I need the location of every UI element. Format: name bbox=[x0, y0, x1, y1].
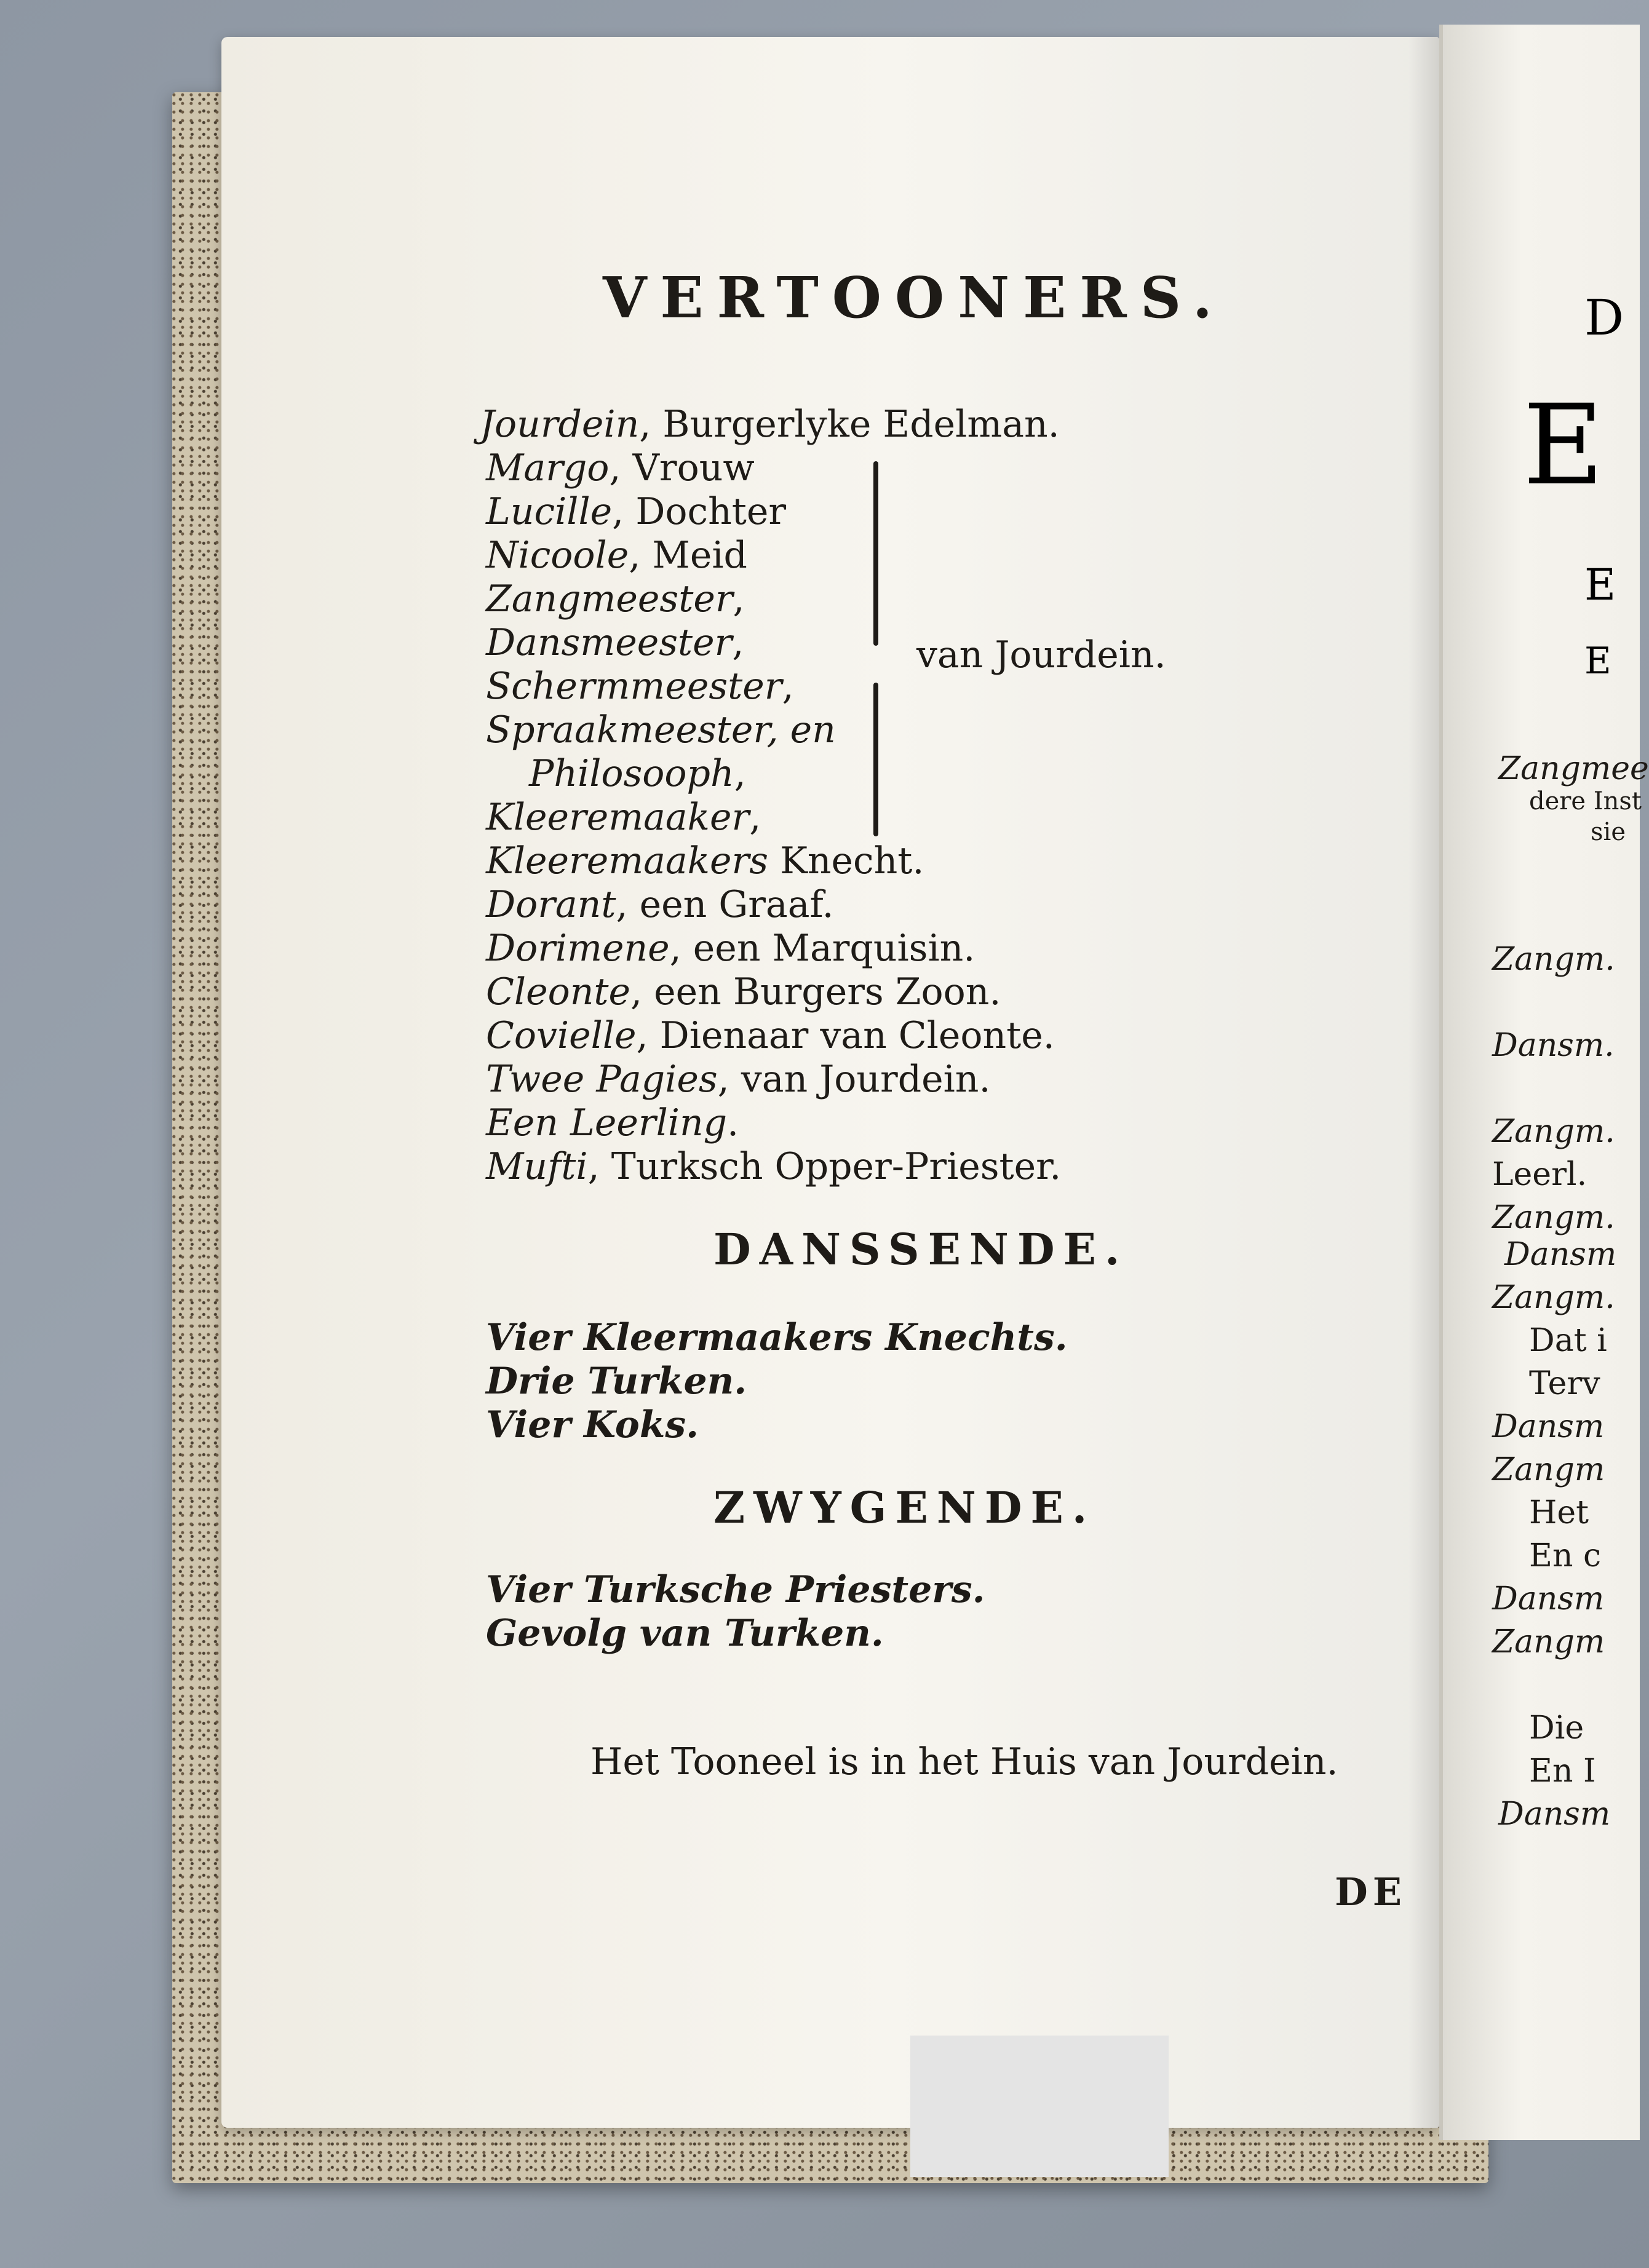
cast-line bbox=[529, 752, 746, 795]
cast-line bbox=[486, 446, 755, 490]
cast-desc: , en bbox=[766, 708, 836, 751]
right-page-letter: E bbox=[1584, 640, 1611, 683]
cast-line bbox=[486, 577, 745, 621]
right-page-line: Zangm bbox=[1492, 1451, 1605, 1488]
cast-line bbox=[486, 1101, 739, 1144]
cast-line bbox=[486, 1145, 1061, 1188]
right-page-line: Die bbox=[1529, 1710, 1584, 1747]
cast-desc: . bbox=[727, 1101, 739, 1144]
cast-desc: , bbox=[734, 752, 746, 795]
cast-desc: , Dienaar van Cleonte. bbox=[636, 1014, 1055, 1057]
brace-label: van Jourdein. bbox=[916, 633, 1166, 676]
cast-name: Nicoole bbox=[486, 534, 629, 577]
cast-name: Cleonte bbox=[486, 970, 630, 1013]
right-page-line: En I bbox=[1529, 1753, 1596, 1790]
cast-name: Kleeremaaker bbox=[486, 796, 750, 839]
dancing-item: Drie Turken. bbox=[486, 1360, 747, 1403]
cast-desc: , bbox=[749, 796, 761, 839]
cast-line bbox=[486, 839, 924, 882]
right-page-line: Zangm bbox=[1492, 1624, 1605, 1660]
catchword: DE bbox=[1335, 1870, 1407, 1914]
redaction-box bbox=[910, 2036, 1169, 2177]
cast-name: Dorimene bbox=[486, 927, 670, 970]
cast-desc: , Meid bbox=[629, 534, 747, 577]
right-page-line: dere Inst bbox=[1529, 787, 1642, 815]
right-page-line: Dansm bbox=[1492, 1408, 1605, 1445]
right-page-letter: E bbox=[1584, 560, 1616, 610]
right-page-line: Dansm bbox=[1492, 1580, 1605, 1617]
cast-name: Een Leerling bbox=[486, 1101, 727, 1144]
cast-name: Spraakmeester bbox=[486, 708, 767, 751]
right-page-line: Het bbox=[1529, 1494, 1589, 1531]
brace bbox=[873, 461, 878, 646]
right-page-line: Zangm. bbox=[1492, 1113, 1615, 1150]
section-heading: DANSSENDE. bbox=[713, 1224, 1129, 1275]
cast-desc: , een Burgers Zoon. bbox=[630, 970, 1001, 1013]
cast-name: Lucille bbox=[486, 490, 613, 533]
cast-name: Jourdein bbox=[480, 403, 640, 446]
silent-item: Vier Turksche Priesters. bbox=[486, 1568, 985, 1611]
right-page-line: sie bbox=[1591, 818, 1626, 846]
cast-line bbox=[486, 970, 1001, 1013]
cast-desc: , Vrouw bbox=[609, 446, 755, 490]
cast-line bbox=[486, 927, 975, 970]
cast-line bbox=[486, 534, 747, 577]
right-page-letter: D bbox=[1584, 289, 1624, 346]
right-page-line: Leerl. bbox=[1492, 1156, 1587, 1193]
cast-name: Dorant bbox=[486, 883, 616, 926]
cast-desc: , Dochter bbox=[612, 490, 787, 533]
right-page-letter: E bbox=[1523, 381, 1604, 510]
cast-line bbox=[486, 1058, 991, 1101]
right-page-line: Terv bbox=[1529, 1365, 1600, 1402]
brace bbox=[873, 683, 878, 836]
cast-line bbox=[486, 796, 761, 839]
dancing-item: Vier Kleermaakers Knechts. bbox=[486, 1316, 1068, 1359]
cast-desc: , een Marquisin. bbox=[669, 927, 975, 970]
right-page-line: Dat i bbox=[1529, 1322, 1607, 1359]
cast-desc: Knecht. bbox=[768, 839, 924, 882]
right-page-line: Zangm. bbox=[1492, 1199, 1615, 1236]
cast-name: Zangmeester bbox=[486, 577, 733, 621]
cast-name: Schermmeester bbox=[486, 665, 782, 708]
cast-name: Twee Pagies bbox=[486, 1058, 718, 1101]
right-page-line: Dansm bbox=[1498, 1796, 1611, 1833]
right-page-line: Dansm bbox=[1504, 1236, 1617, 1273]
right-page-line: Dansm. bbox=[1492, 1027, 1615, 1064]
cast-name: Dansmeester bbox=[486, 621, 733, 664]
page-title: VERTOONERS. bbox=[603, 264, 1226, 331]
right-page-line: Zangm. bbox=[1492, 1279, 1615, 1316]
cast-line bbox=[486, 1014, 1055, 1057]
cast-line bbox=[486, 621, 744, 664]
cast-name: Mufti bbox=[486, 1145, 588, 1188]
right-page-line: Zangm. bbox=[1492, 941, 1615, 978]
cast-desc: , bbox=[733, 577, 745, 621]
dancing-item: Vier Koks. bbox=[486, 1403, 699, 1446]
cast-line bbox=[486, 665, 794, 708]
cast-line bbox=[486, 708, 836, 751]
cast-line bbox=[486, 490, 786, 533]
scene-note: Het Tooneel is in het Huis van Jourdein. bbox=[590, 1740, 1338, 1783]
cast-name: Margo bbox=[486, 446, 610, 490]
cast-name: Kleeremaakers bbox=[486, 839, 768, 882]
cast-name: Covielle bbox=[486, 1014, 637, 1057]
cast-desc: , bbox=[782, 665, 794, 708]
silent-item: Gevolg van Turken. bbox=[486, 1612, 884, 1655]
cast-desc: , bbox=[732, 621, 744, 664]
cast-line bbox=[486, 883, 834, 926]
cast-desc: , Turksch Opper-Priester. bbox=[587, 1145, 1062, 1188]
section-heading: ZWYGENDE. bbox=[713, 1482, 1096, 1533]
right-page-line: En c bbox=[1529, 1537, 1602, 1574]
cast-name: Philosooph bbox=[529, 752, 734, 795]
cast-desc: , een Graaf. bbox=[616, 883, 834, 926]
cast-desc: , Burgerlyke Edelman. bbox=[639, 403, 1060, 446]
right-page-line: Zangmee bbox=[1498, 750, 1649, 787]
cast-line bbox=[480, 403, 1060, 446]
cast-desc: , van Jourdein. bbox=[717, 1058, 991, 1101]
